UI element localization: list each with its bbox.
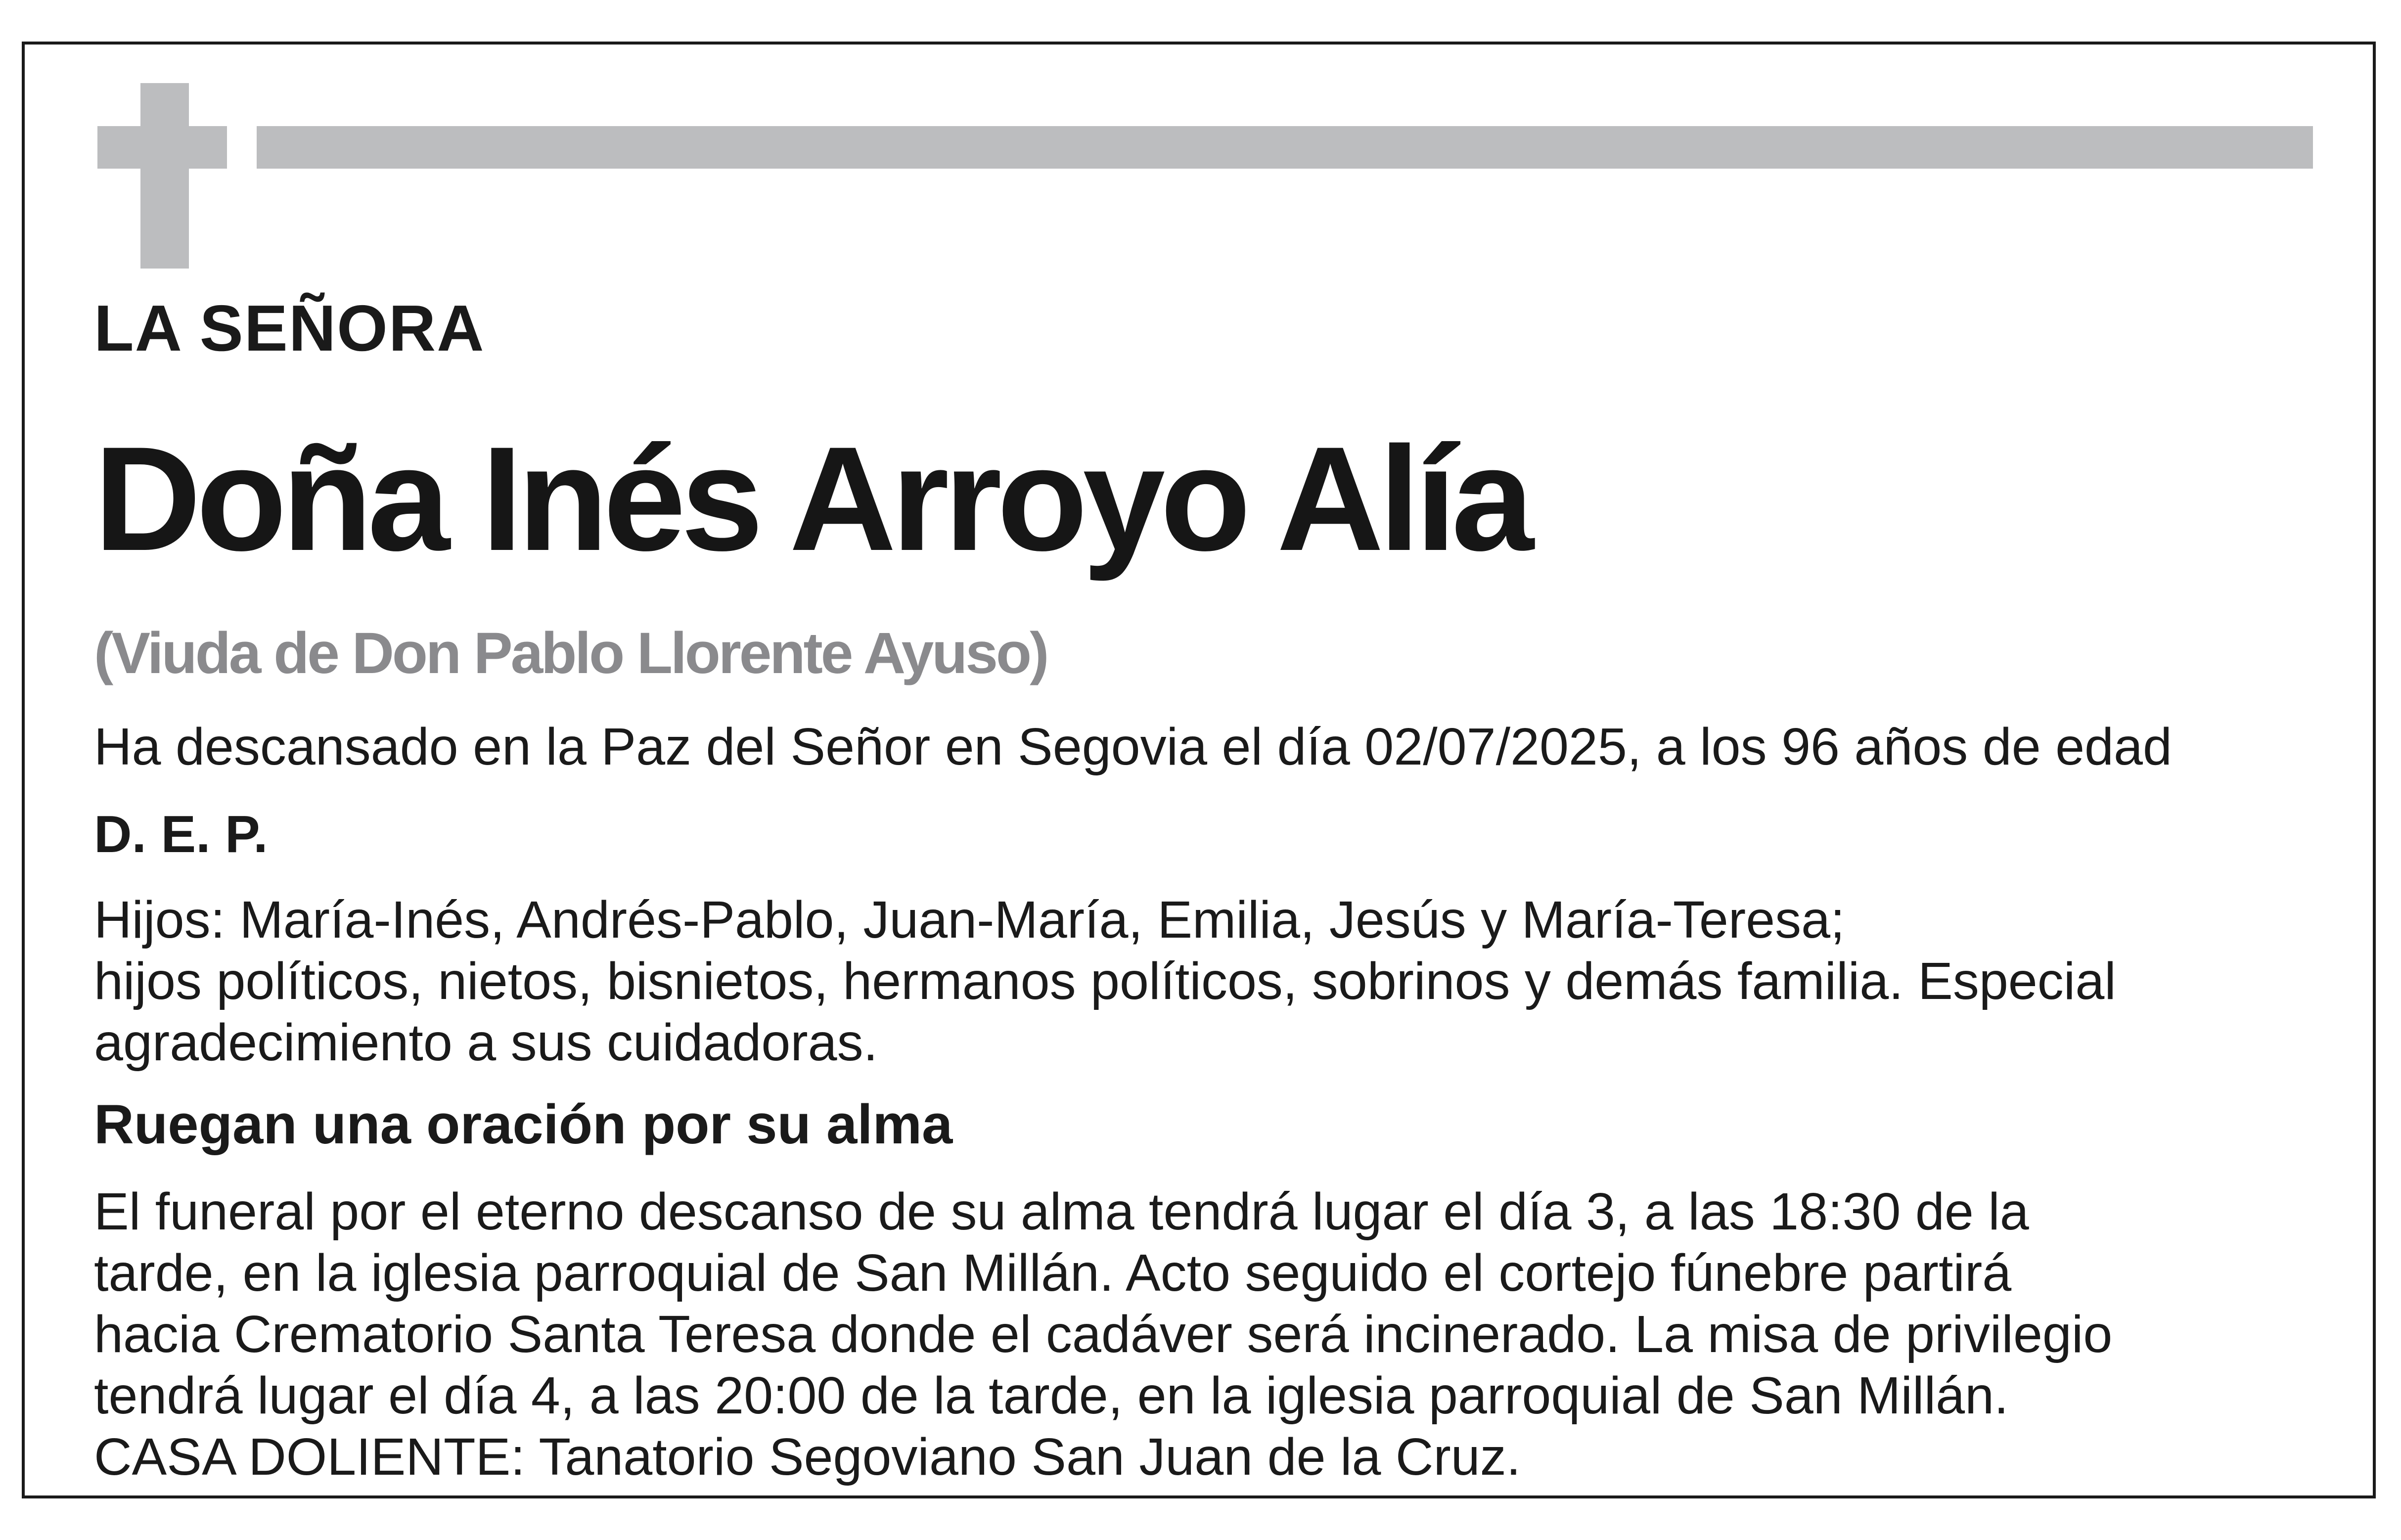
cross-icon: [140, 83, 189, 269]
family-line: hijos políticos, nietos, bisnietos, hermanos políticos, sobrinos y demás familia. Especial: [94, 952, 2116, 1010]
funeral-line: hacia Crematorio Santa Teresa donde el cadáver será incinerado. La misa de privilegio: [94, 1305, 2113, 1363]
prayer-heading: Ruegan una oración por su alma: [94, 1093, 953, 1155]
cross-icon-crossbar: [97, 126, 227, 169]
dep-label: D. E. P.: [94, 805, 268, 863]
death-announcement: Ha descansado en la Paz del Señor en Segovia el día 02/07/2025, a los 96 años de edad: [94, 718, 2172, 776]
funeral-line: tendrá lugar el día 4, a las 20:00 de la tarde, en la iglesia parroquial de San Millán.: [94, 1366, 2009, 1425]
funeral-paragraph: [94, 1181, 2112, 1488]
header-rule: [257, 126, 2313, 169]
family-line: agradecimiento a sus cuidadoras.: [94, 1013, 878, 1072]
family-line: Hijos: María-Inés, Andrés-Pablo, Juan-María, Emilia, Jesús y María-Teresa;: [94, 891, 1845, 949]
notice-title: LA SEÑORA: [94, 292, 485, 364]
deceased-name: Doña Inés Arroyo Alía: [94, 415, 1529, 582]
funeral-line: tarde, en la iglesia parroquial de San Millán. Acto seguido el cortejo fúnebre partirá: [94, 1244, 2012, 1302]
funeral-line: El funeral por el eterno descanso de su alma tendrá lugar el día 3, a las 18:30 de la: [94, 1182, 2029, 1241]
widow-subtitle: (Viuda de Don Pablo Llorente Ayuso): [94, 621, 1047, 686]
family-paragraph: [94, 889, 2116, 1073]
funeral-line: CASA DOLIENTE: Tanatorio Segoviano San Juan de la Cruz.: [94, 1428, 1521, 1486]
